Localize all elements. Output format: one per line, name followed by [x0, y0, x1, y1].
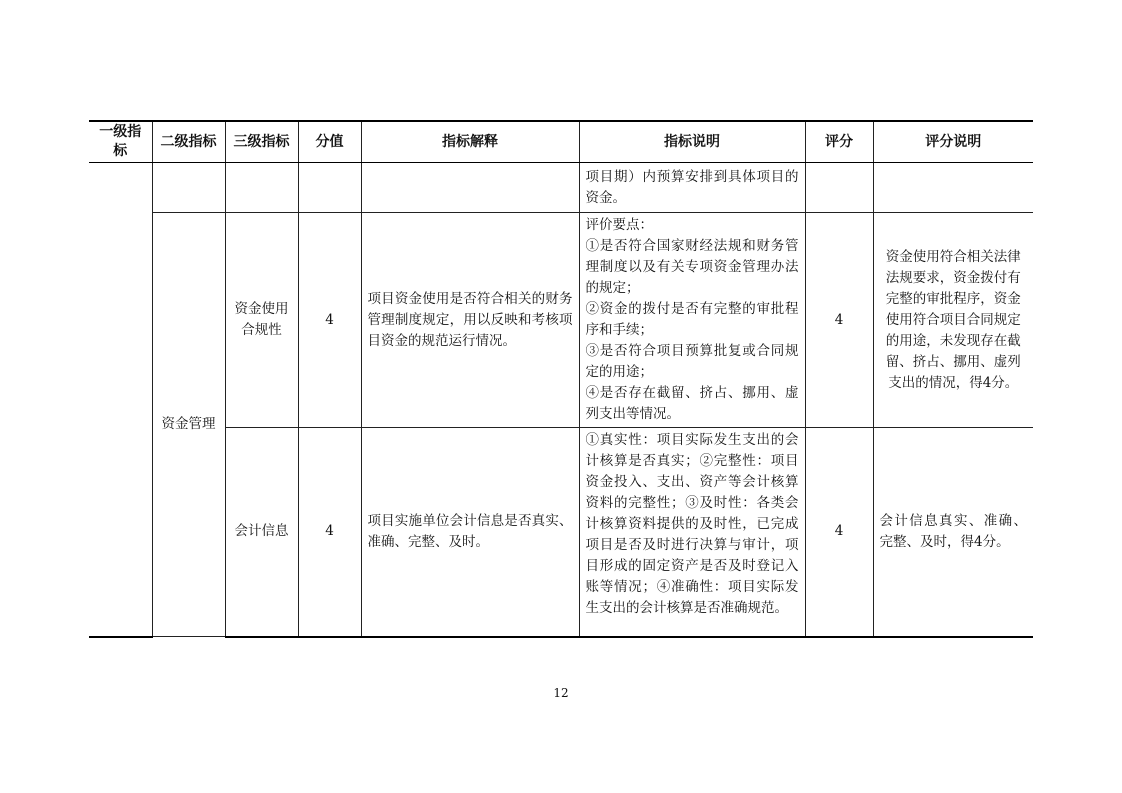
explanation-cell: 项目实施单位会计信息是否真实、准确、完整、及时。: [361, 428, 579, 637]
rating-note-cell: 会计信息真实、准确、完整、及时，得4分。: [873, 428, 1033, 637]
table-row: [89, 428, 1033, 637]
rating-cell: 4: [805, 428, 873, 637]
continued-level2-cell: [152, 163, 225, 213]
continued-score-cell: [298, 163, 361, 213]
continued-explanation-cell: [361, 163, 579, 213]
header-level1: 一级指标: [89, 121, 152, 163]
continued-rating-note-cell: [873, 163, 1033, 213]
level3-cell: 资金使用合规性: [225, 213, 298, 428]
header-rating: 评分: [805, 121, 873, 163]
level3-cell: 会计信息: [225, 428, 298, 637]
header-rating-note: 评分说明: [873, 121, 1033, 163]
header-level3: 三级指标: [225, 121, 298, 163]
rating-cell: 4: [805, 213, 873, 428]
explanation-cell: 项目资金使用是否符合相关的财务管理制度规定，用以反映和考核项目资金的规范运行情况。: [361, 213, 579, 428]
header-level2: 二级指标: [152, 121, 225, 163]
continued-description-cell: 项目期）内预算安排到具体项目的资金。: [579, 163, 805, 213]
description-line: ②资金的拨付是否有完整的审批程序和手续；: [585, 301, 799, 338]
description-line: 评价要点：: [585, 217, 653, 233]
page-number: 12: [553, 686, 569, 700]
table-header-row: [89, 121, 1033, 163]
table-row-continued: [89, 163, 1033, 213]
table-row: [89, 213, 1033, 428]
continued-level3-cell: [225, 163, 298, 213]
level2-fund-management: 资金管理: [152, 213, 225, 637]
description-line: ①是否符合国家财经法规和财务管理制度以及有关专项资金管理办法的规定；: [585, 238, 799, 296]
header-score-value: 分值: [298, 121, 361, 163]
level1-cell: [89, 163, 152, 637]
continued-rating-cell: [805, 163, 873, 213]
header-description: 指标说明: [579, 121, 805, 163]
description-cell: [579, 213, 805, 428]
description-line: ④是否存在截留、挤占、挪用、虚列支出等情况。: [585, 385, 799, 422]
score-value-cell: 4: [298, 213, 361, 428]
score-value-cell: 4: [298, 428, 361, 637]
description-cell: ①真实性：项目实际发生支出的会计核算是否真实；②完整性：项目资金投入、支出、资产等会计核算资料的完整性；③及时性：各类会计核算资料提供的及时性，已完成项目是否及时进行决算与审计，项目形成的固定资产是否及时登记入账等情况；④准确性：项目实际发生支出的会计核算是否准确规范。: [579, 428, 805, 637]
evaluation-table: [89, 120, 1033, 638]
header-explanation: 指标解释: [361, 121, 579, 163]
description-line: ③是否符合项目预算批复或合同规定的用途；: [585, 343, 799, 380]
rating-note-cell: 资金使用符合相关法律法规要求，资金拨付有完整的审批程序，资金使用符合项目合同规定的用途，未发现存在截留、挤占、挪用、虚列支出的情况，得4分。: [873, 213, 1033, 428]
